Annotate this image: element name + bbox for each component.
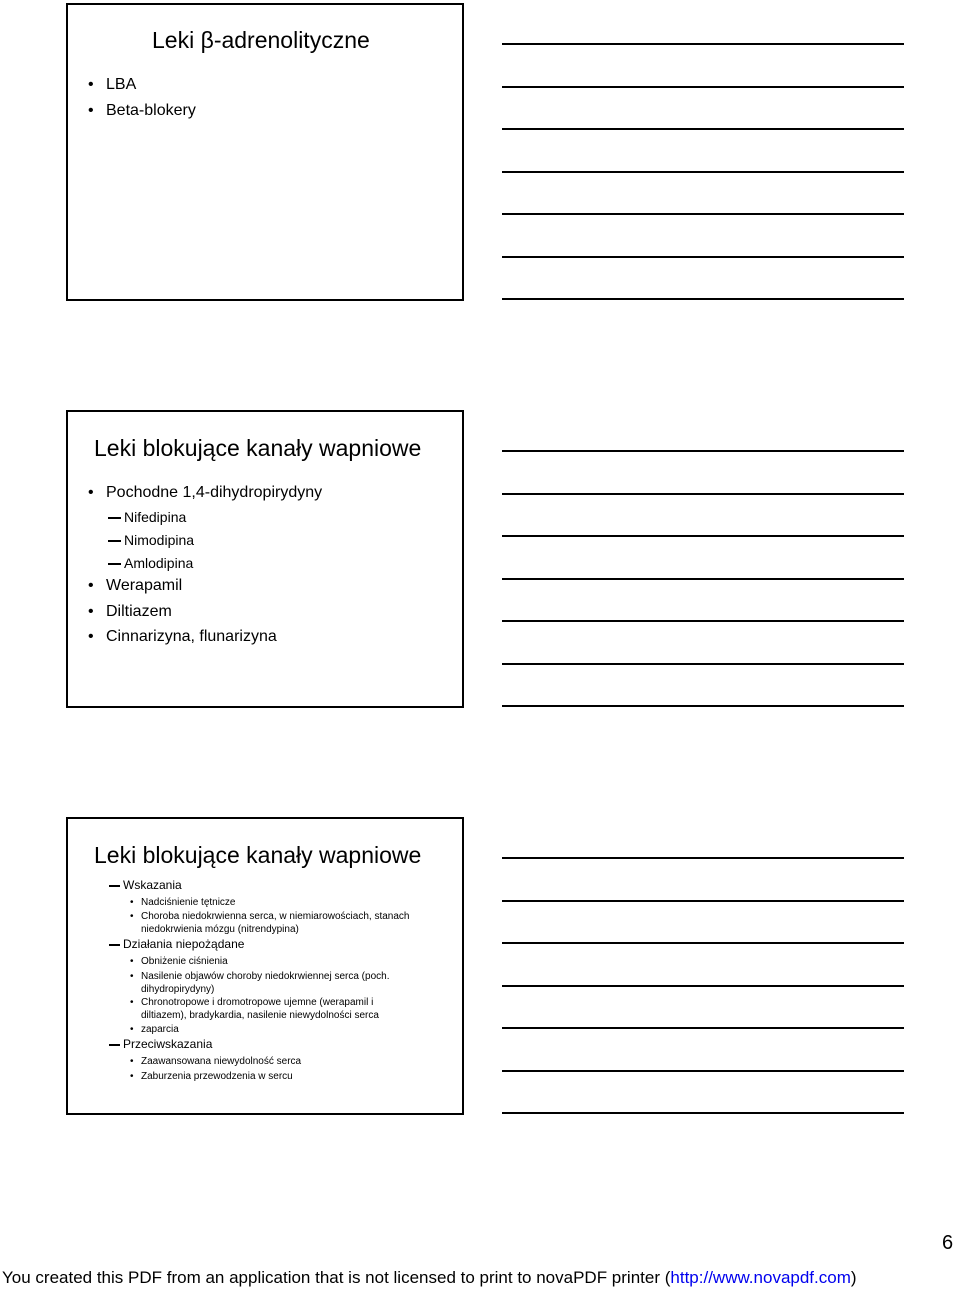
slide-3-item-cont: diltiazem), bradykardia, nasilenie niewydolności serca <box>141 1010 379 1021</box>
slide-3-section: Przeciwskazania <box>123 1037 213 1051</box>
slide-1 <box>66 3 464 301</box>
footer-end: ) <box>850 1268 857 1287</box>
slide-3-item: • Chronotropowe i dromotropowe ujemne (werapamil i <box>141 996 373 1009</box>
slide-3-item: • Zaburzenia przewodzenia w sercu <box>141 1070 293 1083</box>
slide-2-subitem: Amlodipina <box>124 555 194 571</box>
slide-2-bullet: • Werapamil <box>106 577 182 595</box>
footer-link[interactable]: http://www.novapdf.com <box>670 1268 851 1287</box>
slide-2-subitem: Nifedipina <box>124 509 187 525</box>
footer-text: You created this PDF from an application that is not licensed to print to novaPDF printer ( <box>2 1268 671 1287</box>
slide-2-bullet: • Diltiazem <box>106 603 172 621</box>
slide-1-bullet: • Beta-blokery <box>106 102 196 120</box>
footer-notice <box>2 1268 857 1288</box>
slide-3-item: • Zaawansowana niewydolność serca <box>141 1055 301 1068</box>
slide-3-section: Wskazania <box>123 878 182 892</box>
slide-3-section: Działania niepożądane <box>123 937 245 951</box>
slide-3-item: • Obniżenie ciśnienia <box>141 955 228 968</box>
slide-3-item: • Nasilenie objawów choroby niedokrwiennej serca (poch. <box>141 970 389 983</box>
slide-1-title: Leki β-adrenolityczne <box>152 27 370 53</box>
slide-2-title: Leki blokujące kanały wapniowe <box>94 435 422 461</box>
slide-3-item-cont: niedokrwienia mózgu (nitrendypina) <box>141 924 299 935</box>
slide-2 <box>66 410 464 708</box>
slide-2-bullet: • Pochodne 1,4-dihydropirydyny <box>106 484 322 502</box>
slide-3-item: • Choroba niedokrwienna serca, w niemiarowościach, stanach <box>141 910 409 923</box>
slide-3-item: • Nadciśnienie tętnicze <box>141 896 236 909</box>
slide-3 <box>66 817 464 1115</box>
slide-1-bullet: • LBA <box>106 76 136 94</box>
slide-3-item: • zaparcia <box>141 1023 179 1036</box>
slide-3-title: Leki blokujące kanały wapniowe <box>94 842 422 868</box>
slide-2-subitem: Nimodipina <box>124 532 195 548</box>
slide-2-bullet: • Cinnarizyna, flunarizyna <box>106 628 277 646</box>
slide-3-item-cont: dihydropirydyny) <box>141 984 215 995</box>
page-number: 6 <box>942 1232 954 1254</box>
